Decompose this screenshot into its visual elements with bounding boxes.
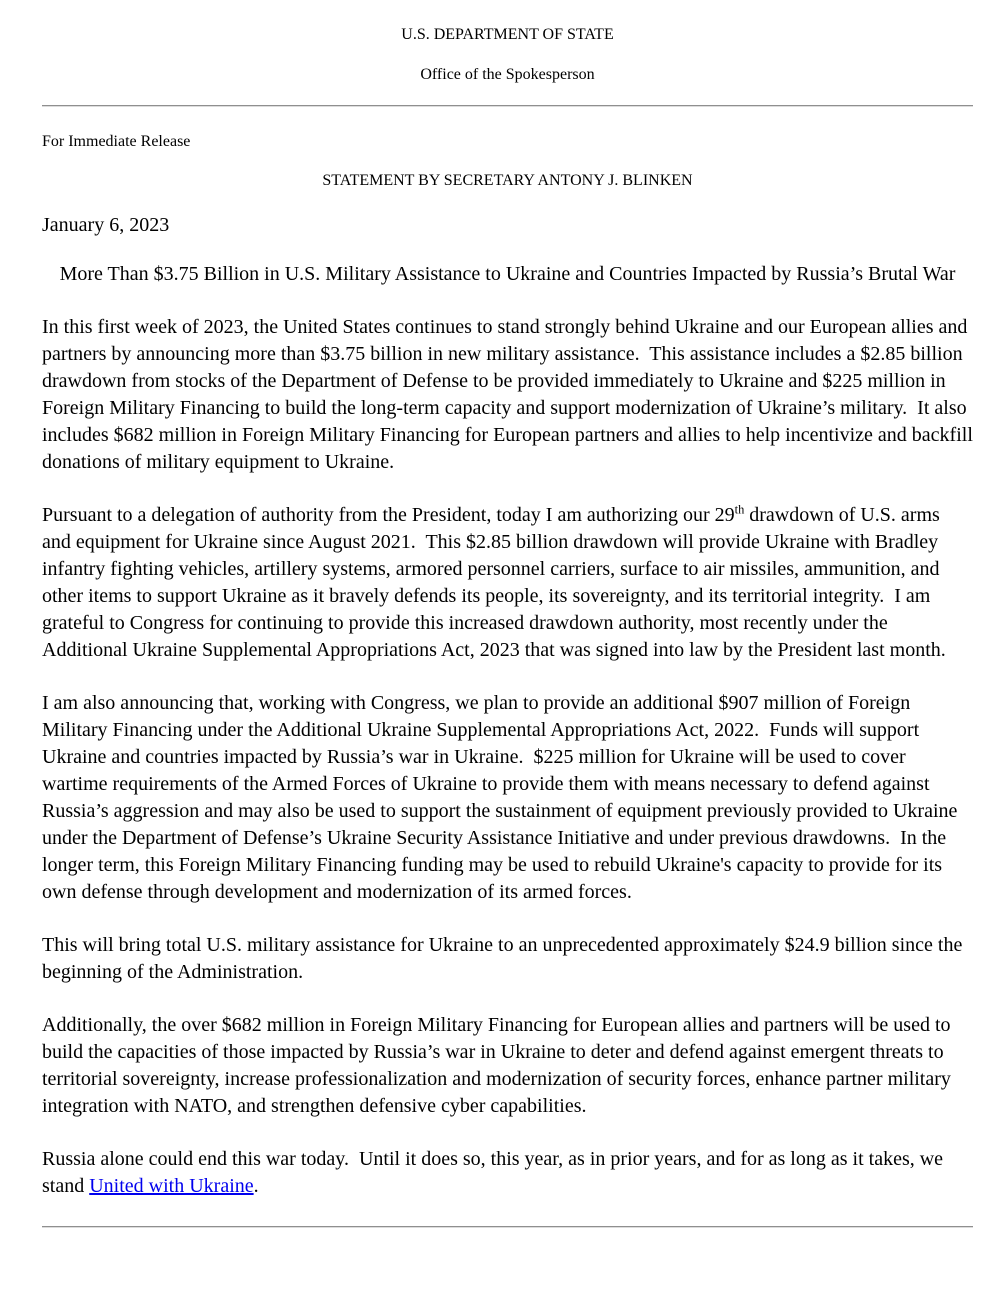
paragraph-total-assistance: This will bring total U.S. military assistance for Ukraine to an unprecedented approximately $24.9 billion since the beginning of the Administration. — [42, 934, 968, 983]
paragraph-assistance-overview: In this first week of 2023, the United States continues to stand strongly behind Ukraine and our European allies and partners by announcing more than $3.75 billion in new military assistance. This assistance includes a $2.85 billion drawdown from stocks of the Department of Defense to be provided immediately to Ukraine and $225 million in Foreign Military Financing to build the long-term capacity and support modernization of Ukraine’s military. It also includes $682 million in Foreign Military Financing for European partners and allies to help incentivize and backfill donations of military equipment to Ukraine. — [42, 316, 978, 473]
paragraph-6-text-start: Russia alone could end this war today. Until it does so, this year, as in prior years, and for as long as it takes, we stand — [42, 1148, 949, 1197]
paragraph-closing — [42, 1146, 973, 1200]
statement-heading: STATEMENT BY SECRETARY ANTONY J. BLINKEN — [322, 172, 693, 189]
agency-name: U.S. DEPARTMENT OF STATE — [401, 26, 614, 43]
ordinal-superscript: th — [734, 502, 745, 517]
paragraph-fmf-announcement: I am also announcing that, working with Congress, we plan to provide an additional $907 million of Foreign Military Financing under the Additional Ukraine Supplemental Appropriations Act, 2022. Funds will support Ukraine and countries impacted by Russia’s war in Ukraine. $225 million for Ukraine will be used to cover wartime requirements of the Armed Forces of Ukraine to provide them with means necessary to defend against Russia’s aggression and may also be used to support the sustainment of equipment previously provided to Ukraine under the Department of Defense’s Ukraine Security Assistance Initiative and under previous drawdowns. In the longer term, this Foreign Military Financing funding may be used to rebuild Ukraine's capacity to provide for its own defense through development and modernization of its armed forces. — [42, 692, 963, 903]
release-type-label: For Immediate Release — [42, 133, 191, 150]
press-release-document — [0, 26, 999, 1242]
paragraph-2-text-start: Pursuant to a delegation of authority from the President, today I am authorizing our 29 — [42, 504, 735, 526]
paragraph-drawdown-authorization — [42, 502, 973, 664]
release-date: January 6, 2023 — [42, 214, 170, 236]
statement-title: More Than $3.75 Billion in U.S. Military Assistance to Ukraine and Countries Impacted by Russia’s Brutal War — [59, 263, 956, 285]
office-name: Office of the Spokesperson — [420, 66, 595, 83]
united-with-ukraine-link[interactable]: United with Ukraine — [89, 1175, 254, 1197]
top-divider — [42, 105, 973, 107]
paragraph-european-allies: Additionally, the over $682 million in Foreign Military Financing for European allies and partners will be used to build the capacities of those impacted by Russia’s war in Ukraine to deter and defend against emergent threats to territorial sovereignty, increase professionalization and modernization of security forces, enhance partner military integration with NATO, and strengthen defensive cyber capabilities. — [42, 1014, 956, 1117]
paragraph-6-text-end: . — [253, 1175, 259, 1197]
paragraph-2-text-end: drawdown of U.S. arms and equipment for Ukraine since August 2021. This $2.85 billion drawdown will provide Ukraine with Bradley infantry fighting vehicles, artillery systems, armored personnel carriers, surface to air missiles, ammunition, and other items to support Ukraine as it bravely defends its people, its sovereignty, and its territorial integrity. I am grateful to Congress for continuing to provide this increased drawdown authority, most recently under the Additional Ukraine Supplemental Appropriations Act, 2023 that was signed into law by the President last month. — [42, 504, 946, 661]
bottom-divider — [42, 1226, 973, 1228]
